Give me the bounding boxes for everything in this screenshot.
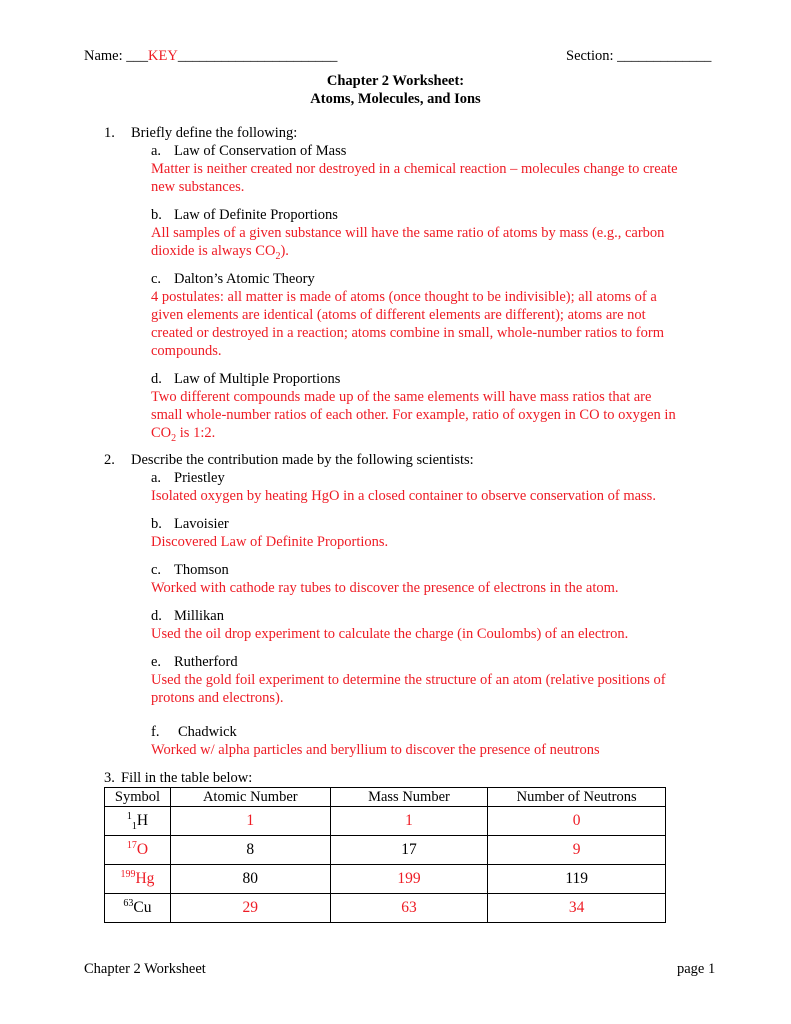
- q1a-answer-line: Matter is neither created nor destroyed in a chemical reaction – molecules change to create: [151, 161, 678, 177]
- q1d-answer-line: $CO_2$ is 1:2.: [151, 425, 216, 444]
- title-line-1: Chapter 2 Worksheet:: [326, 73, 465, 89]
- q2d-scientist: Millikan: [174, 608, 224, 624]
- name-field: [84, 47, 337, 65]
- q1b-answer-line: All samples of a given substance will have the same ratio of atoms by mass (e.g., carbon: [151, 225, 665, 241]
- neutrons-cell: 9: [488, 836, 666, 865]
- q1c-answer-line: compounds.: [151, 343, 222, 359]
- q2e-label: e.: [151, 654, 162, 670]
- atomic-number-cell: 29: [170, 894, 330, 923]
- column-header-mass-number: Mass Number: [330, 788, 488, 807]
- isotope-table: [104, 787, 666, 923]
- name-suffix-line: ______________________: [177, 48, 338, 64]
- column-header-atomic-number: Atomic Number: [170, 788, 330, 807]
- q2a-scientist: Priestley: [174, 470, 225, 486]
- q1c-answer-line: 4 postulates: all matter is made of atoms (once thought to be indivisible); all atoms of a: [151, 289, 657, 305]
- q1d-term: Law of Multiple Proportions: [174, 371, 341, 387]
- q2e-answer-line: Used the gold foil experiment to determine the structure of an atom (relative positions of: [151, 672, 666, 688]
- q1b-term: Law of Definite Proportions: [174, 207, 338, 223]
- atomic-number-cell: 80: [170, 865, 330, 894]
- q1-number: 1.: [104, 125, 115, 141]
- table-row: [105, 865, 666, 894]
- name-prefix-line: ___: [126, 48, 149, 64]
- q3-number: 3.: [104, 770, 115, 786]
- neutrons-cell: 34: [488, 894, 666, 923]
- q1-prompt: Briefly define the following:: [131, 125, 298, 141]
- section-field: [566, 47, 711, 65]
- q2-prompt: Describe the contribution made by the following scientists:: [131, 452, 474, 468]
- q1d-answer-line: small whole-number ratios of each other. For example, ratio of oxygen in CO to oxygen in: [151, 407, 676, 423]
- q1b-answer-line: dioxide is always $CO_2$).: [151, 243, 289, 262]
- table-row: [105, 836, 666, 865]
- q2-number: 2.: [104, 452, 115, 468]
- mass-number-cell: 17: [330, 836, 488, 865]
- mass-number-cell: 1: [330, 807, 488, 836]
- q1c-term: Dalton’s Atomic Theory: [174, 271, 315, 287]
- q1a-answer-line: new substances.: [151, 179, 245, 195]
- section-line: _____________: [617, 48, 712, 64]
- q2c-answer-line: Worked with cathode ray tubes to discover the presence of electrons in the atom.: [151, 580, 619, 596]
- section-label: Section:: [566, 48, 614, 64]
- q1c-answer-line: given elements are identical (atoms of different elements are different); atoms are not: [151, 307, 646, 323]
- page-number: page 1: [677, 961, 716, 977]
- name-label: Name:: [84, 48, 123, 64]
- isotope-symbol-cell: $^{199}$Hg: [105, 865, 171, 894]
- name-value: KEY: [148, 48, 178, 64]
- q1c-label: c.: [151, 271, 162, 287]
- neutrons-cell: 119: [488, 865, 666, 894]
- atomic-number-cell: 1: [170, 807, 330, 836]
- mass-number-cell: 199: [330, 865, 488, 894]
- q1c-answer-line: created or destroyed in a reaction; atoms combine in small, whole-number ratios to form: [151, 325, 664, 341]
- table-row: [105, 807, 666, 836]
- column-header-neutrons: Number of Neutrons: [488, 788, 666, 807]
- q1b-label: b.: [151, 207, 162, 223]
- mass-number-cell: 63: [330, 894, 488, 923]
- q2f-label: f.: [151, 724, 160, 740]
- q2d-label: d.: [151, 608, 162, 624]
- q1d-answer-line: Two different compounds made up of the same elements will have mass ratios that are: [151, 389, 652, 405]
- title-line-2: Atoms, Molecules, and Ions: [310, 91, 481, 107]
- q1a-label: a.: [151, 143, 162, 159]
- isotope-symbol-cell: $^1_1$H: [105, 807, 171, 836]
- isotope-symbol-cell: $^{63}$Cu: [105, 894, 171, 923]
- q1d-label: d.: [151, 371, 162, 387]
- q2f-scientist: Chadwick: [178, 724, 237, 740]
- table-row: [105, 894, 666, 923]
- q2e-answer-line: protons and electrons).: [151, 690, 284, 706]
- q2b-scientist: Lavoisier: [174, 516, 229, 532]
- q2a-label: a.: [151, 470, 162, 486]
- q2b-label: b.: [151, 516, 162, 532]
- neutrons-cell: 0: [488, 807, 666, 836]
- q2f-answer-line: Worked w/ alpha particles and beryllium to discover the presence of neutrons: [151, 742, 600, 758]
- footer-title: Chapter 2 Worksheet: [84, 961, 206, 977]
- q2e-scientist: Rutherford: [174, 654, 238, 670]
- q2d-answer-line: Used the oil drop experiment to calculate the charge (in Coulombs) of an electron.: [151, 626, 629, 642]
- atomic-number-cell: 8: [170, 836, 330, 865]
- q2c-scientist: Thomson: [174, 562, 229, 578]
- q1a-term: Law of Conservation of Mass: [174, 143, 347, 159]
- q3-prompt: Fill in the table below:: [121, 770, 253, 786]
- isotope-symbol-cell: $^{17}$O: [105, 836, 171, 865]
- q2c-label: c.: [151, 562, 162, 578]
- q2a-answer-line: Isolated oxygen by heating HgO in a closed container to observe conservation of mass.: [151, 488, 656, 504]
- column-header-symbol: Symbol: [105, 788, 171, 807]
- q2b-answer-line: Discovered Law of Definite Proportions.: [151, 534, 389, 550]
- table-header-row: [105, 788, 666, 807]
